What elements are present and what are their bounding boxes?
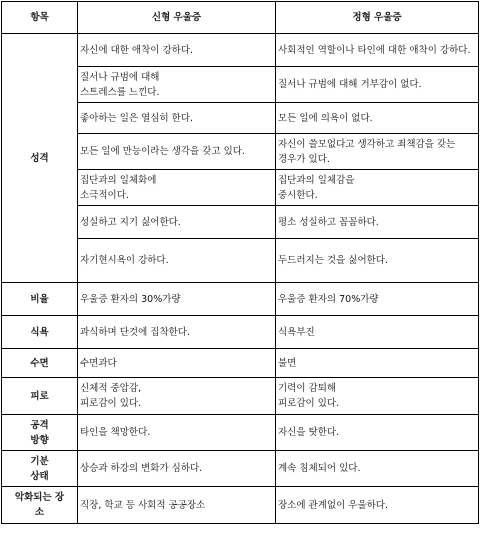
table-row [2, 487, 479, 524]
typical-type-cell: 사회적인 역할이나 타인에 대한 애착이 강하다. [276, 34, 479, 67]
new-type-cell: 자신에 대한 애착이 강하다. [78, 34, 276, 67]
table-row [2, 34, 479, 67]
category-cell: 피로 [2, 378, 78, 415]
category-cell: 비율 [2, 283, 78, 316]
typical-type-cell: 우울증 환자의 70%가량 [276, 283, 479, 316]
typical-type-cell: 자신이 쓸모없다고 생각하고 죄책감을 갖는 경우가 있다. [276, 134, 479, 170]
header-new-depression: 신형 우울증 [78, 2, 276, 34]
comparison-table [1, 1, 479, 524]
category-cell: 수면 [2, 349, 78, 378]
new-type-cell: 질서나 규범에 대해 스트레스를 느낀다. [78, 67, 276, 103]
new-type-cell: 모든 일에 만능이라는 생각을 갖고 있다. [78, 134, 276, 170]
new-type-cell: 타인을 책망한다. [78, 415, 276, 451]
typical-type-cell: 불면 [276, 349, 479, 378]
typical-type-cell: 기력이 감퇴해 피로감이 있다. [276, 378, 479, 415]
typical-type-cell: 모든 일에 의욕이 없다. [276, 103, 479, 134]
table-row [2, 415, 479, 451]
table-row [2, 451, 479, 487]
new-type-cell: 상승과 하강의 변화가 심하다. [78, 451, 276, 487]
typical-type-cell: 집단과의 일체감을 중시한다. [276, 170, 479, 206]
new-type-cell: 집단과의 일체화에 소극적이다. [78, 170, 276, 206]
header-typical-depression: 정형 우울증 [276, 2, 479, 34]
typical-type-cell: 계속 침체되어 있다. [276, 451, 479, 487]
category-cell: 성격 [2, 34, 78, 283]
table-row [2, 378, 479, 415]
new-type-cell: 좋아하는 일은 열심히 한다. [78, 103, 276, 134]
typical-type-cell: 질서나 규범에 대해 거부감이 없다. [276, 67, 479, 103]
category-cell: 식욕 [2, 316, 78, 349]
new-type-cell: 성실하고 지기 싫어한다. [78, 206, 276, 239]
new-type-cell: 과식하며 단것에 집착한다. [78, 316, 276, 349]
new-type-cell: 수면과다 [78, 349, 276, 378]
typical-type-cell: 두드러지는 것을 싫어한다. [276, 239, 479, 283]
table-row [2, 283, 479, 316]
category-cell: 공격 방향 [2, 415, 78, 451]
table-row [2, 316, 479, 349]
new-type-cell: 자기현시욕이 강하다. [78, 239, 276, 283]
header-row [2, 2, 479, 34]
typical-type-cell: 평소 성실하고 꼼꼼하다. [276, 206, 479, 239]
typical-type-cell: 장소에 관계없이 우울하다. [276, 487, 479, 524]
new-type-cell: 우울증 환자의 30%가량 [78, 283, 276, 316]
new-type-cell: 직장, 학교 등 사회적 공공장소 [78, 487, 276, 524]
new-type-cell: 신체적 중압감, 피로감이 있다. [78, 378, 276, 415]
typical-type-cell: 자신을 탓한다. [276, 415, 479, 451]
category-cell: 기분 상태 [2, 451, 78, 487]
category-cell: 악화되는 장 소 [2, 487, 78, 524]
table-row [2, 349, 479, 378]
typical-type-cell: 식욕부진 [276, 316, 479, 349]
header-category: 항목 [2, 2, 78, 34]
